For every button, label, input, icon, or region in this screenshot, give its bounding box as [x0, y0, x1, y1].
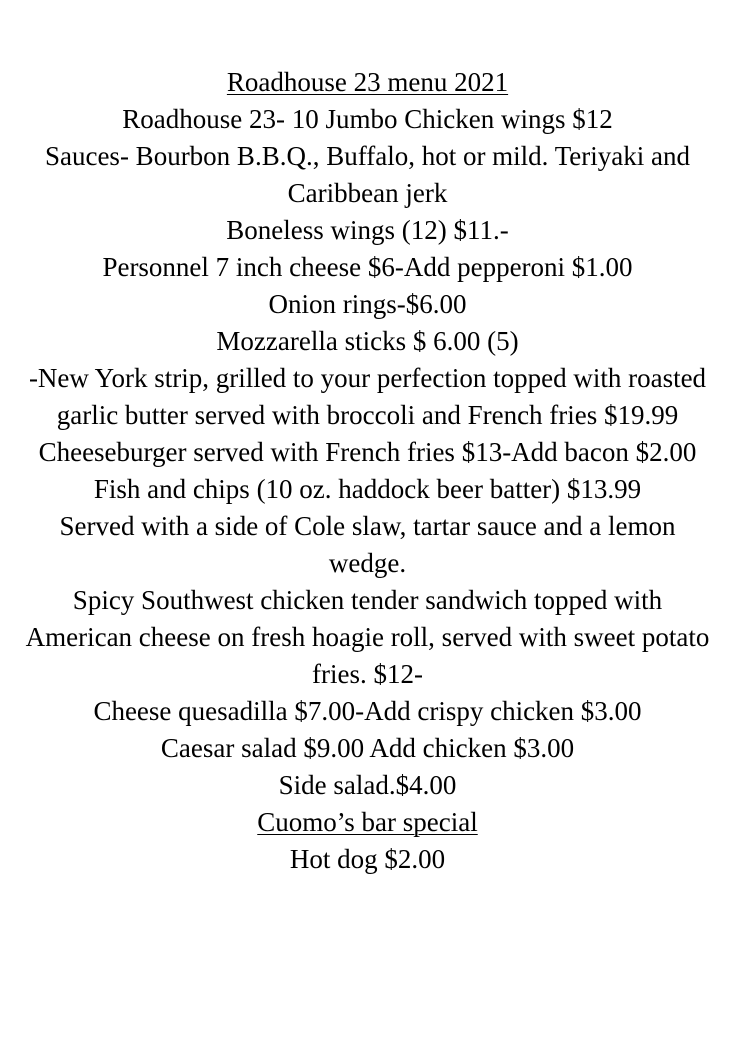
menu-item-onion-rings: Onion rings-$6.00	[268, 289, 467, 319]
menu-item-cheeseburger: Cheeseburger served with French fries $13-Add bacon $2.00	[38, 437, 697, 467]
menu-item-personal-pizza: Personnel 7 inch cheese $6-Add pepperoni $1.00	[102, 252, 633, 282]
menu-item-wings: Roadhouse 23- 10 Jumbo Chicken wings $12	[122, 104, 613, 134]
menu-item-mozzarella-sticks: Mozzarella sticks $ 6.00 (5)	[216, 326, 519, 356]
menu-item-sauces: Sauces- Bourbon B.B.Q., Buffalo, hot or mild. Teriyaki and Caribbean jerk	[44, 141, 691, 208]
special-heading: Cuomo’s bar special	[257, 807, 478, 837]
menu-item-side-salad: Side salad.$4.00	[278, 770, 457, 800]
menu-item-caesar-salad: Caesar salad $9.00 Add chicken $3.00	[160, 733, 575, 763]
menu-item-quesadilla: Cheese quesadilla $7.00-Add crispy chicken $3.00	[93, 696, 642, 726]
menu-title: Roadhouse 23 menu 2021	[226, 67, 509, 97]
menu-item-fish-and-chips: Fish and chips (10 oz. haddock beer batter) $13.99	[93, 474, 642, 504]
menu-item-chicken-sandwich: Spicy Southwest chicken tender sandwich topped with American cheese on fresh hoagie roll, served with sweet potato fries. $12-	[25, 585, 710, 689]
menu-item-new-york-strip: -New York strip, grilled to your perfection topped with roasted garlic butter served with broccoli and French fries $19.99	[28, 363, 707, 430]
menu-item-boneless-wings: Boneless wings (12) $11.-	[226, 215, 509, 245]
menu-item-fish-sides: Served with a side of Cole slaw, tartar sauce and a lemon wedge.	[59, 511, 676, 578]
special-item-hot-dog: Hot dog $2.00	[289, 844, 446, 874]
menu-document	[24, 64, 711, 878]
